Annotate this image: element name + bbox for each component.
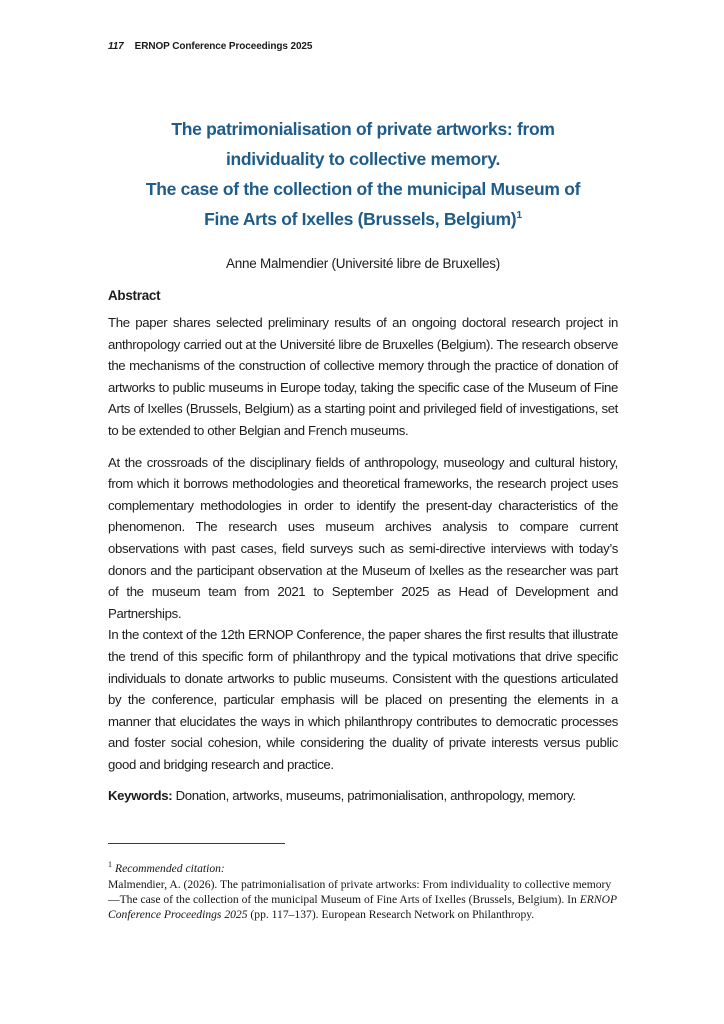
footnote-label: Recommended citation: [115, 862, 225, 875]
abstract-paragraph: In the context of the 12th ERNOP Conference, the paper shares the first results that illustrate the trend of this specific form of philanthropy and the typical motivations that drive specific individuals to donate artworks to public museums. Consistent with the questions articulated by the conference, particular emphasis will be placed on presenting the elements in a manner that elucidates the ways in which philanthropy contributes to democratic processes and foster social cohesion, while considering the duality of private interests versus public good and bridging research and practice. [108, 627, 618, 772]
footnote-citation [108, 877, 622, 922]
paper-title [108, 114, 618, 234]
page-number: 117 [108, 41, 124, 52]
title-footnote-ref: 1 [516, 209, 522, 222]
paper-title-line: individuality to collective memory. [225, 149, 501, 169]
footnote-ref-number: 1 [108, 860, 112, 870]
citation-text: Malmendier, A. (2026). The patrimonialisation of private artworks: From individuality to collective memory—The case of the collection of the municipal Museum of Fine Arts of Ixelles (Brussels, Belgium). In [108, 878, 612, 906]
proceedings-title: ERNOP Conference Proceedings 2025 [134, 41, 313, 52]
keywords-line [108, 788, 618, 803]
footnote-area [108, 843, 622, 922]
keywords-label: Keywords: [108, 788, 173, 804]
running-header [108, 41, 618, 52]
abstract-paragraph: The paper shares selected preliminary results of an ongoing doctoral research project in anthropology carried out at the Université libre de Bruxelles (Belgium). The research observe the mechanisms of the construction of collective memory through the practice of donation of artworks to public museums in Europe today, taking the specific case of the Museum of Fine Arts of Ixelles (Brussels, Belgium) as a starting point and privileged field of investigations, set to be extended to other Belgian and French museums. [108, 315, 618, 438]
footnote-label-line [108, 861, 622, 876]
paper-title-line-text: Fine Arts of Ixelles (Brussels, Belgium) [204, 209, 517, 229]
paper-title-line: The patrimonialisation of private artworks: from [171, 119, 555, 139]
author-line: Anne Malmendier (Université libre de Bruxelles) [225, 256, 501, 271]
citation-proceedings-title: ERNOP Conference Proceedings 2025 [108, 893, 617, 921]
citation-text: (pp. 117–137). European Research Network on Philanthropy. [247, 908, 535, 921]
abstract-paragraph: At the crossroads of the disciplinary fields of anthropology, museology and cultural history, from which it borrows methodologies and theoretical frameworks, the research project uses complementary methodologies in order to identify the present-day characteristics of the phenomenon. The research uses museum archives analysis to compare current observations with past cases, field surveys such as semi-directive interviews with today’s donors and the participant observation at the Museum of Ixelles as the researcher was part of the museum team from 2021 to September 2025 as Head of Development and Partnerships. [108, 454, 618, 621]
paper-title-line [108, 204, 618, 234]
page-content [108, 41, 618, 803]
footnote-separator-rule [108, 843, 285, 844]
paper-title-line: The case of the collection of the municipal Museum of [145, 179, 581, 199]
abstract-heading: Abstract [108, 288, 161, 303]
keywords-text: Donation, artworks, museums, patrimonialisation, anthropology, memory. [175, 788, 576, 804]
